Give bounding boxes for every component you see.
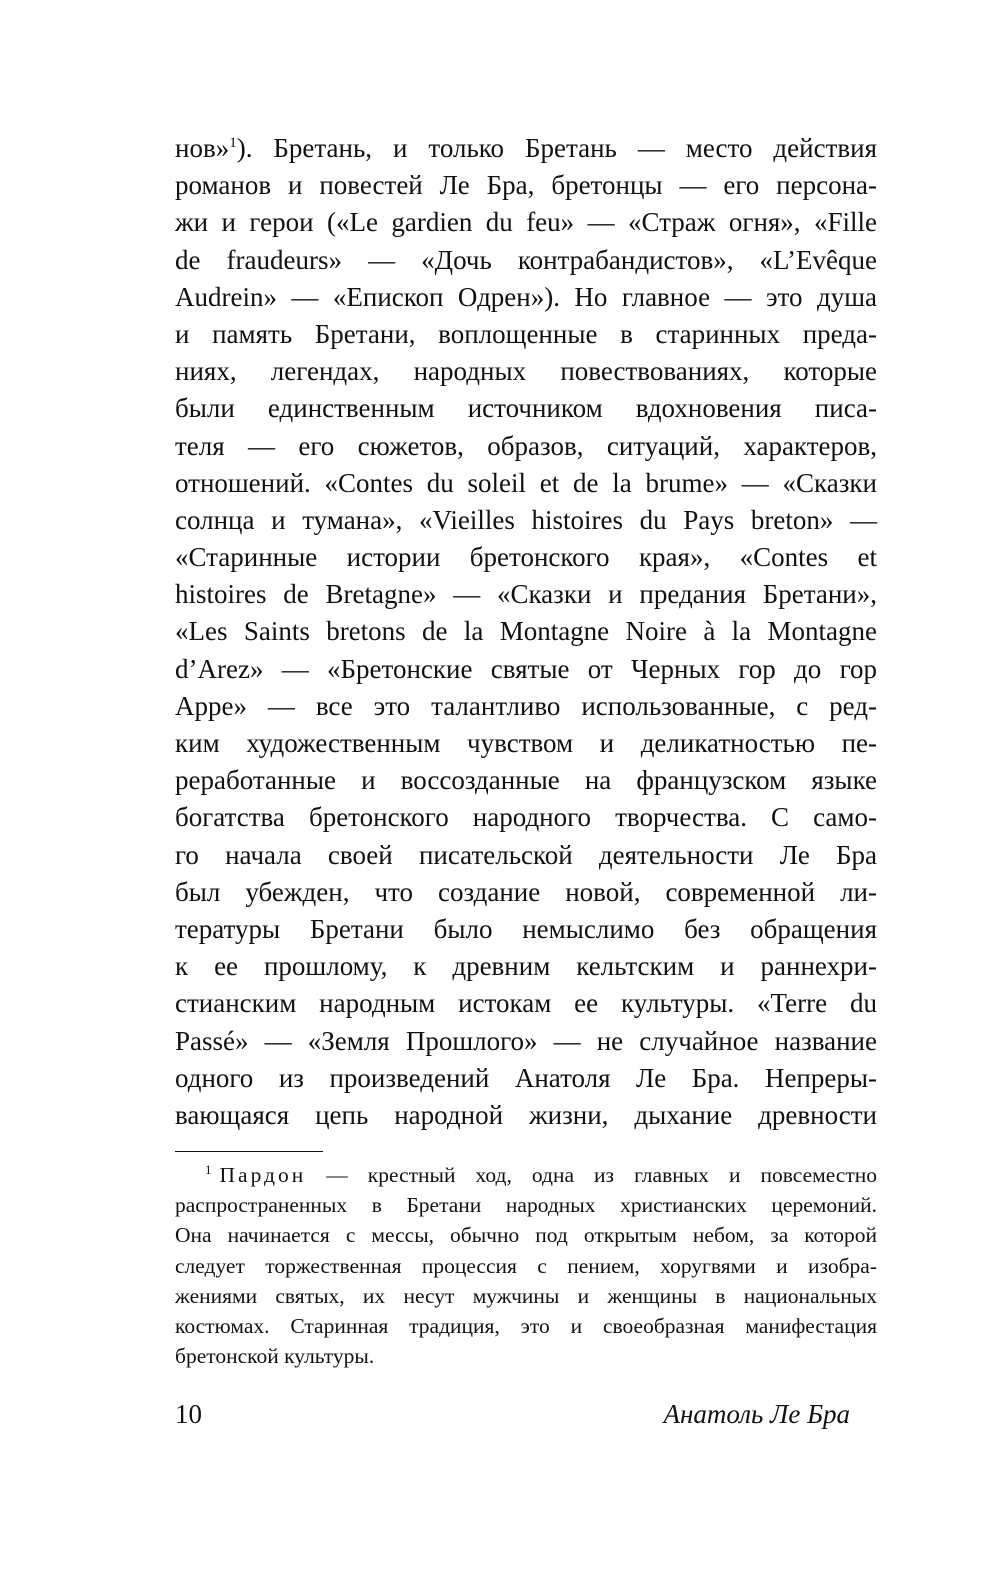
body-line-18: реработанные и воссозданные на французском языке bbox=[175, 765, 877, 796]
body-line-10: отношений. «Contes du soleil et de la brume» — «Сказки bbox=[175, 467, 877, 498]
body-line-11: солнца и тумана», «Vieilles histoires du Pays breton» — bbox=[175, 504, 877, 535]
page-number: 10 bbox=[175, 1399, 202, 1429]
body-line-16: Арре» — все это талантливо использованные, с ред- bbox=[175, 690, 877, 721]
body-line-17: ким художественным чувством и деликатностью пе- bbox=[175, 728, 877, 758]
body-line-1-start: нов» bbox=[175, 133, 230, 163]
body-line-1 bbox=[175, 130, 877, 167]
body-line-19: богатства бретонского народного творчества. С само- bbox=[175, 802, 877, 833]
body-line-24: стианским народным истокам ее культуры. «Terre du bbox=[175, 988, 877, 1019]
body-line-15: d’Arez» — «Бретонские святые от Черных гор до гор bbox=[175, 653, 877, 684]
footnote-separator bbox=[175, 1151, 323, 1152]
footnote-line-2: распространенных в Бретани народных христианских церемоний. bbox=[175, 1193, 877, 1218]
body-line-12: «Старинные истории бретонского края», «Contes et bbox=[175, 542, 877, 573]
body-line-21: был убежден, что создание новой, современной ли- bbox=[175, 876, 877, 907]
body-line-1-end: ). Бретань, и только Бретань — место действия bbox=[236, 133, 877, 163]
body-line-4: de fraudeurs» — «Дочь контрабандистов», «L’Evêque bbox=[175, 244, 877, 275]
footnote-line-6: костюмах. Старинная традиция, это и своеобразная манифестация bbox=[175, 1313, 877, 1338]
body-line-27: вающаяся цепь народной жизни, дыхание древности bbox=[175, 1099, 877, 1130]
body-line-26: одного из произведений Анатоля Ле Бра. Непреры- bbox=[175, 1062, 877, 1093]
body-text bbox=[175, 130, 877, 1134]
body-line-8: были единственным источником вдохновения писа- bbox=[175, 393, 877, 424]
running-title: Анатоль Ле Бра bbox=[663, 1399, 850, 1429]
body-line-23: к ее прошлому, к древним кельтским и раннехри- bbox=[175, 951, 877, 982]
body-line-2: романов и повестей Ле Бра, бретонцы — его персона- bbox=[175, 170, 877, 201]
footnote-line-4: следует торжественная процессия с пением, хоругвями и изобра- bbox=[175, 1253, 877, 1278]
footnote-term: Пардон bbox=[219, 1163, 307, 1187]
body-line-6: и память Бретани, воплощенные в старинных преда- bbox=[175, 318, 877, 349]
footnote-line-1 bbox=[175, 1160, 877, 1190]
body-line-20: го начала своей писательской деятельности Ле Бра bbox=[175, 839, 877, 870]
footnote-line-7: бретонской культуры. bbox=[175, 1344, 375, 1369]
body-line-7: ниях, легендах, народных повествованиях, которые bbox=[175, 356, 877, 387]
body-line-25: Passé» — «Земля Прошлого» — не случайное название bbox=[175, 1025, 877, 1056]
body-line-22: тературы Бретани было немыслимо без обращения bbox=[175, 913, 877, 944]
body-line-3: жи и герои («Le gardien du feu» — «Страж огня», «Fille bbox=[175, 207, 877, 238]
footnote-reference[interactable]: 1 bbox=[229, 135, 237, 151]
footnote-marker: 1 bbox=[205, 1162, 212, 1177]
body-line-13: histoires de Bretagne» — «Сказки и предания Бретани», bbox=[175, 579, 877, 610]
footnote-line-5: жениями святых, их несут мужчины и женщины в национальных bbox=[175, 1283, 877, 1308]
footnote-line-3: Она начинается с мессы, обычно под открытым небом, за которой bbox=[175, 1223, 877, 1248]
body-line-9: теля — его сюжетов, образов, ситуаций, характеров, bbox=[175, 430, 877, 461]
body-line-14: «Les Saints bretons de la Montagne Noire à la Montagne bbox=[175, 616, 877, 647]
footnote-block bbox=[175, 1160, 877, 1371]
footnote-line-1-text: — крестный ход, одна из главных и повсеместно bbox=[306, 1163, 877, 1187]
body-line-5: Audrein» — «Епископ Одрен»). Но главное — это душа bbox=[175, 281, 877, 312]
